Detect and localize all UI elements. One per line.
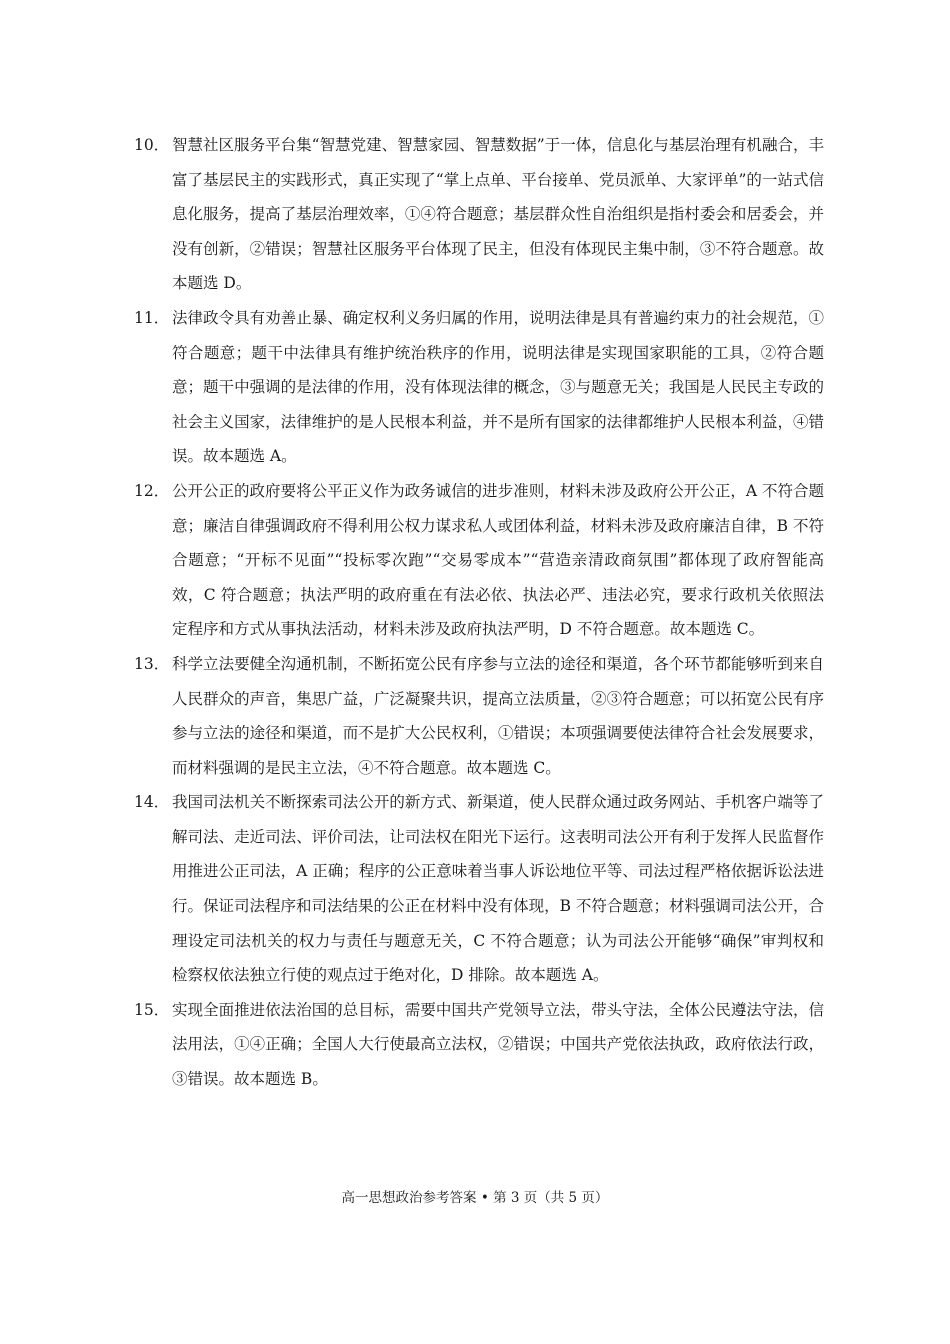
answer-explanation: 法律政令具有劝善止暴、确定权利义务归属的作用，说明法律是具有普遍约束力的社会规范，①符合题意；题干中法律具有维护统治秩序的作用，说明法律是实现国家职能的工具，②符合题意；题干中强调的是法律的作用，没有体现法律的概念，③与题意无关；我国是人民民主专政的社会主义国家，法律维护的是人民根本利益，并不是所有国家的法律都维护人民根本利益，④错误。故本题选 A。 <box>172 308 824 466</box>
answer-list <box>134 128 824 1097</box>
question-number: 11． <box>134 308 170 327</box>
question-number: 13． <box>134 654 170 673</box>
answer-item-10 <box>134 128 824 301</box>
answer-explanation: 科学立法要健全沟通机制，不断拓宽公民有序参与立法的途径和渠道，各个环节都能够听到来自人民群众的声音，集思广益，广泛凝聚共识，提高立法质量，②③符合题意；可以拓宽公民有序参与立法的途径和渠道，而不是扩大公民权利，①错误；本项强调要使法律符合社会发展要求，而材料强调的是民主立法，④不符合题意。故本题选 C。 <box>172 654 824 777</box>
question-number: 10． <box>134 136 170 154</box>
answer-item-13 <box>134 647 824 785</box>
question-number: 14． <box>134 793 170 812</box>
answer-item-11 <box>134 301 824 474</box>
question-number: 12． <box>134 481 170 500</box>
answer-explanation: 实现全面推进依法治国的总目标，需要中国共产党领导立法，带头守法，全体公民遵法守法，信法用法，①④正确；全国人大行使最高立法权，②错误；中国共产党依法执政，政府依法行政，③错误。故本题选 B。 <box>172 1000 824 1089</box>
question-number: 15． <box>134 1000 170 1019</box>
answer-explanation: 智慧社区服务平台集“智慧党建、智慧家园、智慧数据”于一体，信息化与基层治理有机融合，丰富了基层民主的实践形式，真正实现了“掌上点单、平台接单、党员派单、大家评单”的一站式信息化服务，提高了基层治理效率，①④符合题意；基层群众性自治组织是指村委会和居委会，并没有创新，②错误；智慧社区服务平台体现了民主，但没有体现民主集中制，③不符合题意。故本题选 D。 <box>172 136 824 293</box>
answer-item-14 <box>134 785 824 993</box>
answer-item-12 <box>134 474 824 647</box>
answer-explanation: 公开公正的政府要将公平正义作为政务诚信的进步准则，材料未涉及政府公开公正，A 不符合题意；廉洁自律强调政府不得利用公权力谋求私人或团体利益，材料未涉及政府廉洁自律，B 不符合题意；“开标不见面”“投标零次跑”“交易零成本”“营造亲清政商氛围”都体现了政府智能高效，C 符合题意；执法严明的政府重在有法必依、执法必严、违法必究，要求行政机关依照法定程序和方式从事执法活动，材料未涉及政府执法严明，D 不符合题意。故本题选 C。 <box>172 481 824 639</box>
page-footer: 高一思想政治参考答案 • 第 3 页（共 5 页） <box>341 1190 609 1206</box>
answer-explanation: 我国司法机关不断探索司法公开的新方式、新渠道，使人民群众通过政务网站、手机客户端等了解司法、走近司法、评价司法，让司法权在阳光下运行。这表明司法公开有利于发挥人民监督作用推进公正司法，A 正确；程序的公正意味着当事人诉讼地位平等、司法过程严格依据诉讼法进行。保证司法程序和司法结果的公正在材料中没有体现，B 不符合题意；材料强调司法公开，合理设定司法机关的权力与责任与题意无关，C 不符合题意；认为司法公开能够“确保”审判权和检察权依法独立行使的观点过于绝对化，D 排除。故本题选 A。 <box>172 793 824 985</box>
answer-item-15 <box>134 993 824 1097</box>
